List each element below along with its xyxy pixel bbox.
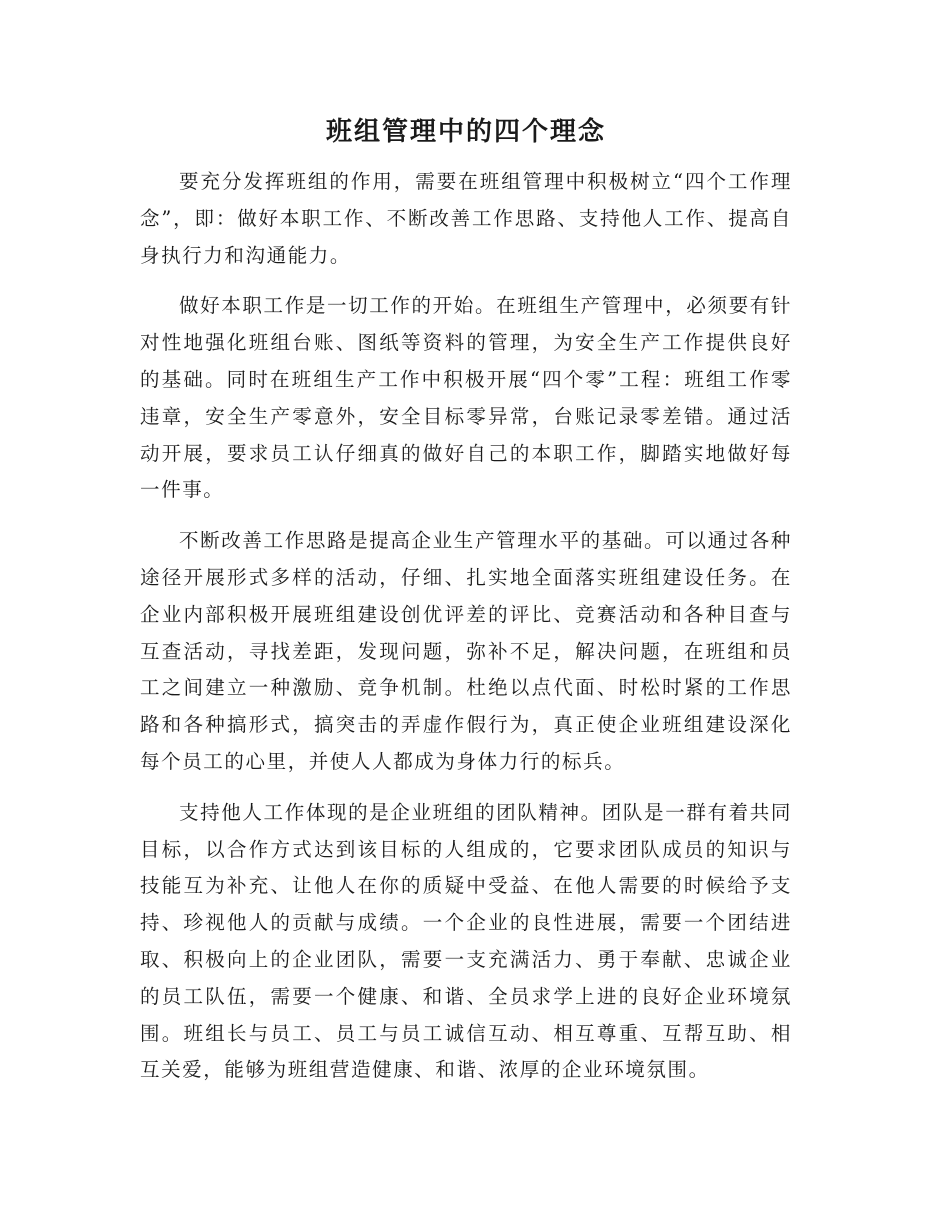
document-title: 班组管理中的四个理念 <box>325 117 606 147</box>
paragraph-own-work: 做好本职工作是一切工作的开始。在班组生产管理中，必须要有针对性地强化班组台账、图纸等资料的管理，为安全生产工作提供良好的基础。同时在班组生产工作中积极开展“四个零”工程：班组工作零违章，安全生产零意外，安全目标零异常，台账记录零差错。通过活动开展，要求员工认仔细真的做好自己的本职工作，脚踏实地做好每一件事。 <box>140 294 792 502</box>
paragraph-intro: 要充分发挥班组的作用，需要在班组管理中积极树立“四个工作理念”，即：做好本职工作、不断改善工作思路、支持他人工作、提高自身执行力和沟通能力。 <box>140 170 792 267</box>
paragraph-support-others: 支持他人工作体现的是企业班组的团队精神。团队是一群有着共同目标，以合作方式达到该目标的人组成的，它要求团队成员的知识与技能互为补充、让他人在你的质疑中受益、在他人需要的时候给予支持、珍视他人的贡献与成绩。一个企业的良性进展，需要一个团结进取、积极向上的企业团队，需要一支充满活力、勇于奉献、忠诚企业的员工队伍，需要一个健康、和谐、全员求学上进的良好企业环境氛围。班组长与员工、员工与员工诚信互动、相互尊重、互帮互助、相互关爱，能够为班组营造健康、和谐、浓厚的企业环境氛围。 <box>140 800 792 1082</box>
document-page <box>140 112 792 1103</box>
paragraph-improve-thinking: 不断改善工作思路是提高企业生产管理水平的基础。可以通过各种途径开展形式多样的活动，仔细、扎实地全面落实班组建设任务。在企业内部积极开展班组建设创优评差的评比、竞赛活动和各种目查与互查活动，寻找差距，发现问题，弥补不足，解决问题，在班组和员工之间建立一种激励、竞争机制。杜绝以点代面、时松时紧的工作思路和各种搞形式，搞突击的弄虚作假行为，真正使企业班组建设深化每个员工的心里，并使人人都成为身体力行的标兵。 <box>140 529 792 773</box>
